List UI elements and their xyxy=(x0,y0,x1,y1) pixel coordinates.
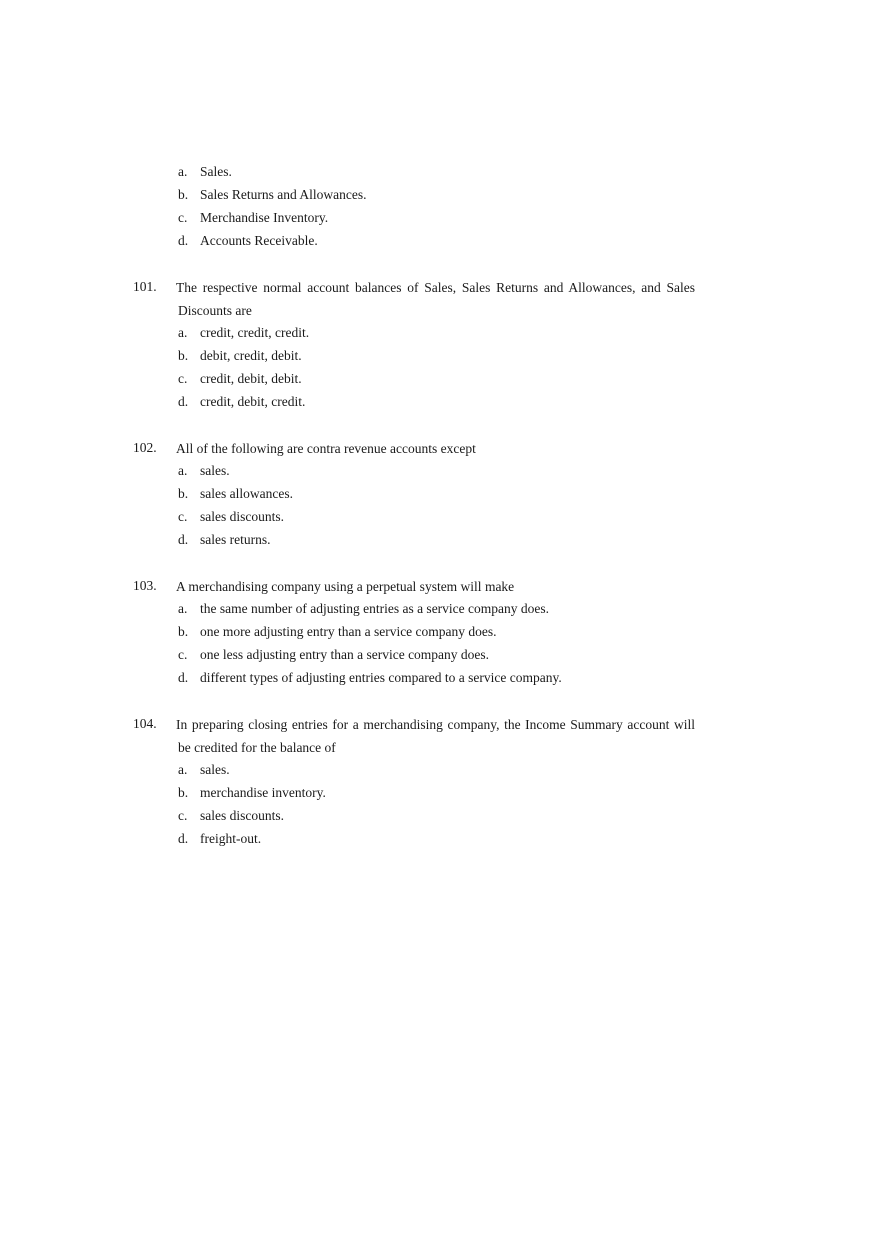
option-text: credit, debit, debit. xyxy=(200,371,302,386)
option-letter: c. xyxy=(178,210,188,225)
option-text: merchandise inventory. xyxy=(200,785,326,800)
option-text: credit, debit, credit. xyxy=(200,394,306,409)
option-text: sales. xyxy=(200,762,230,777)
option-letter: a. xyxy=(178,601,188,616)
option-text: sales. xyxy=(200,463,230,478)
option-letter: c. xyxy=(178,509,188,524)
option-letter: b. xyxy=(178,348,189,363)
option-text: freight-out. xyxy=(200,831,262,846)
option-letter: a. xyxy=(178,325,188,340)
option-text: sales allowances. xyxy=(200,486,293,501)
option-text: Sales Returns and Allowances. xyxy=(200,187,367,202)
question-number: 102. xyxy=(133,440,157,455)
option-letter: b. xyxy=(178,785,189,800)
option-text: one less adjusting entry than a service company does. xyxy=(200,647,490,662)
option-letter: d. xyxy=(178,831,189,846)
option-letter: c. xyxy=(178,808,188,823)
question-stem: The respective normal account balances of Sales, Sales Returns and Allowances, and Sales Discounts are xyxy=(176,280,695,318)
option-text: sales discounts. xyxy=(200,509,284,524)
option-text: debit, credit, debit. xyxy=(200,348,302,363)
option-text: Sales. xyxy=(200,164,232,179)
option-letter: b. xyxy=(178,624,189,639)
option-text: one more adjusting entry than a service company does. xyxy=(200,624,497,639)
option-text: Accounts Receivable. xyxy=(200,233,318,248)
question-stem: In preparing closing entries for a merchandising company, the Income Summary account will be credited for the balance of xyxy=(176,717,695,755)
option-letter: d. xyxy=(178,670,189,685)
option-text: the same number of adjusting entries as a service company does. xyxy=(200,601,550,616)
option-text: credit, credit, credit. xyxy=(200,325,310,340)
option-text: sales discounts. xyxy=(200,808,284,823)
option-letter: a. xyxy=(178,463,188,478)
option-text: different types of adjusting entries compared to a service company. xyxy=(200,670,562,685)
option-letter: c. xyxy=(178,647,188,662)
question-number: 104. xyxy=(133,716,157,731)
option-letter: b. xyxy=(178,187,189,202)
option-letter: a. xyxy=(178,164,188,179)
option-letter: d. xyxy=(178,394,189,409)
option-letter: d. xyxy=(178,532,189,547)
option-text: Merchandise Inventory. xyxy=(200,210,329,225)
question-number: 103. xyxy=(133,578,157,593)
option-letter: c. xyxy=(178,371,188,386)
option-letter: d. xyxy=(178,233,189,248)
question-stem: All of the following are contra revenue accounts except xyxy=(176,441,476,456)
question-stem: A merchandising company using a perpetual system will make xyxy=(176,579,515,594)
question-number: 101. xyxy=(133,279,157,294)
option-letter: a. xyxy=(178,762,188,777)
option-letter: b. xyxy=(178,486,189,501)
option-text: sales returns. xyxy=(200,532,271,547)
